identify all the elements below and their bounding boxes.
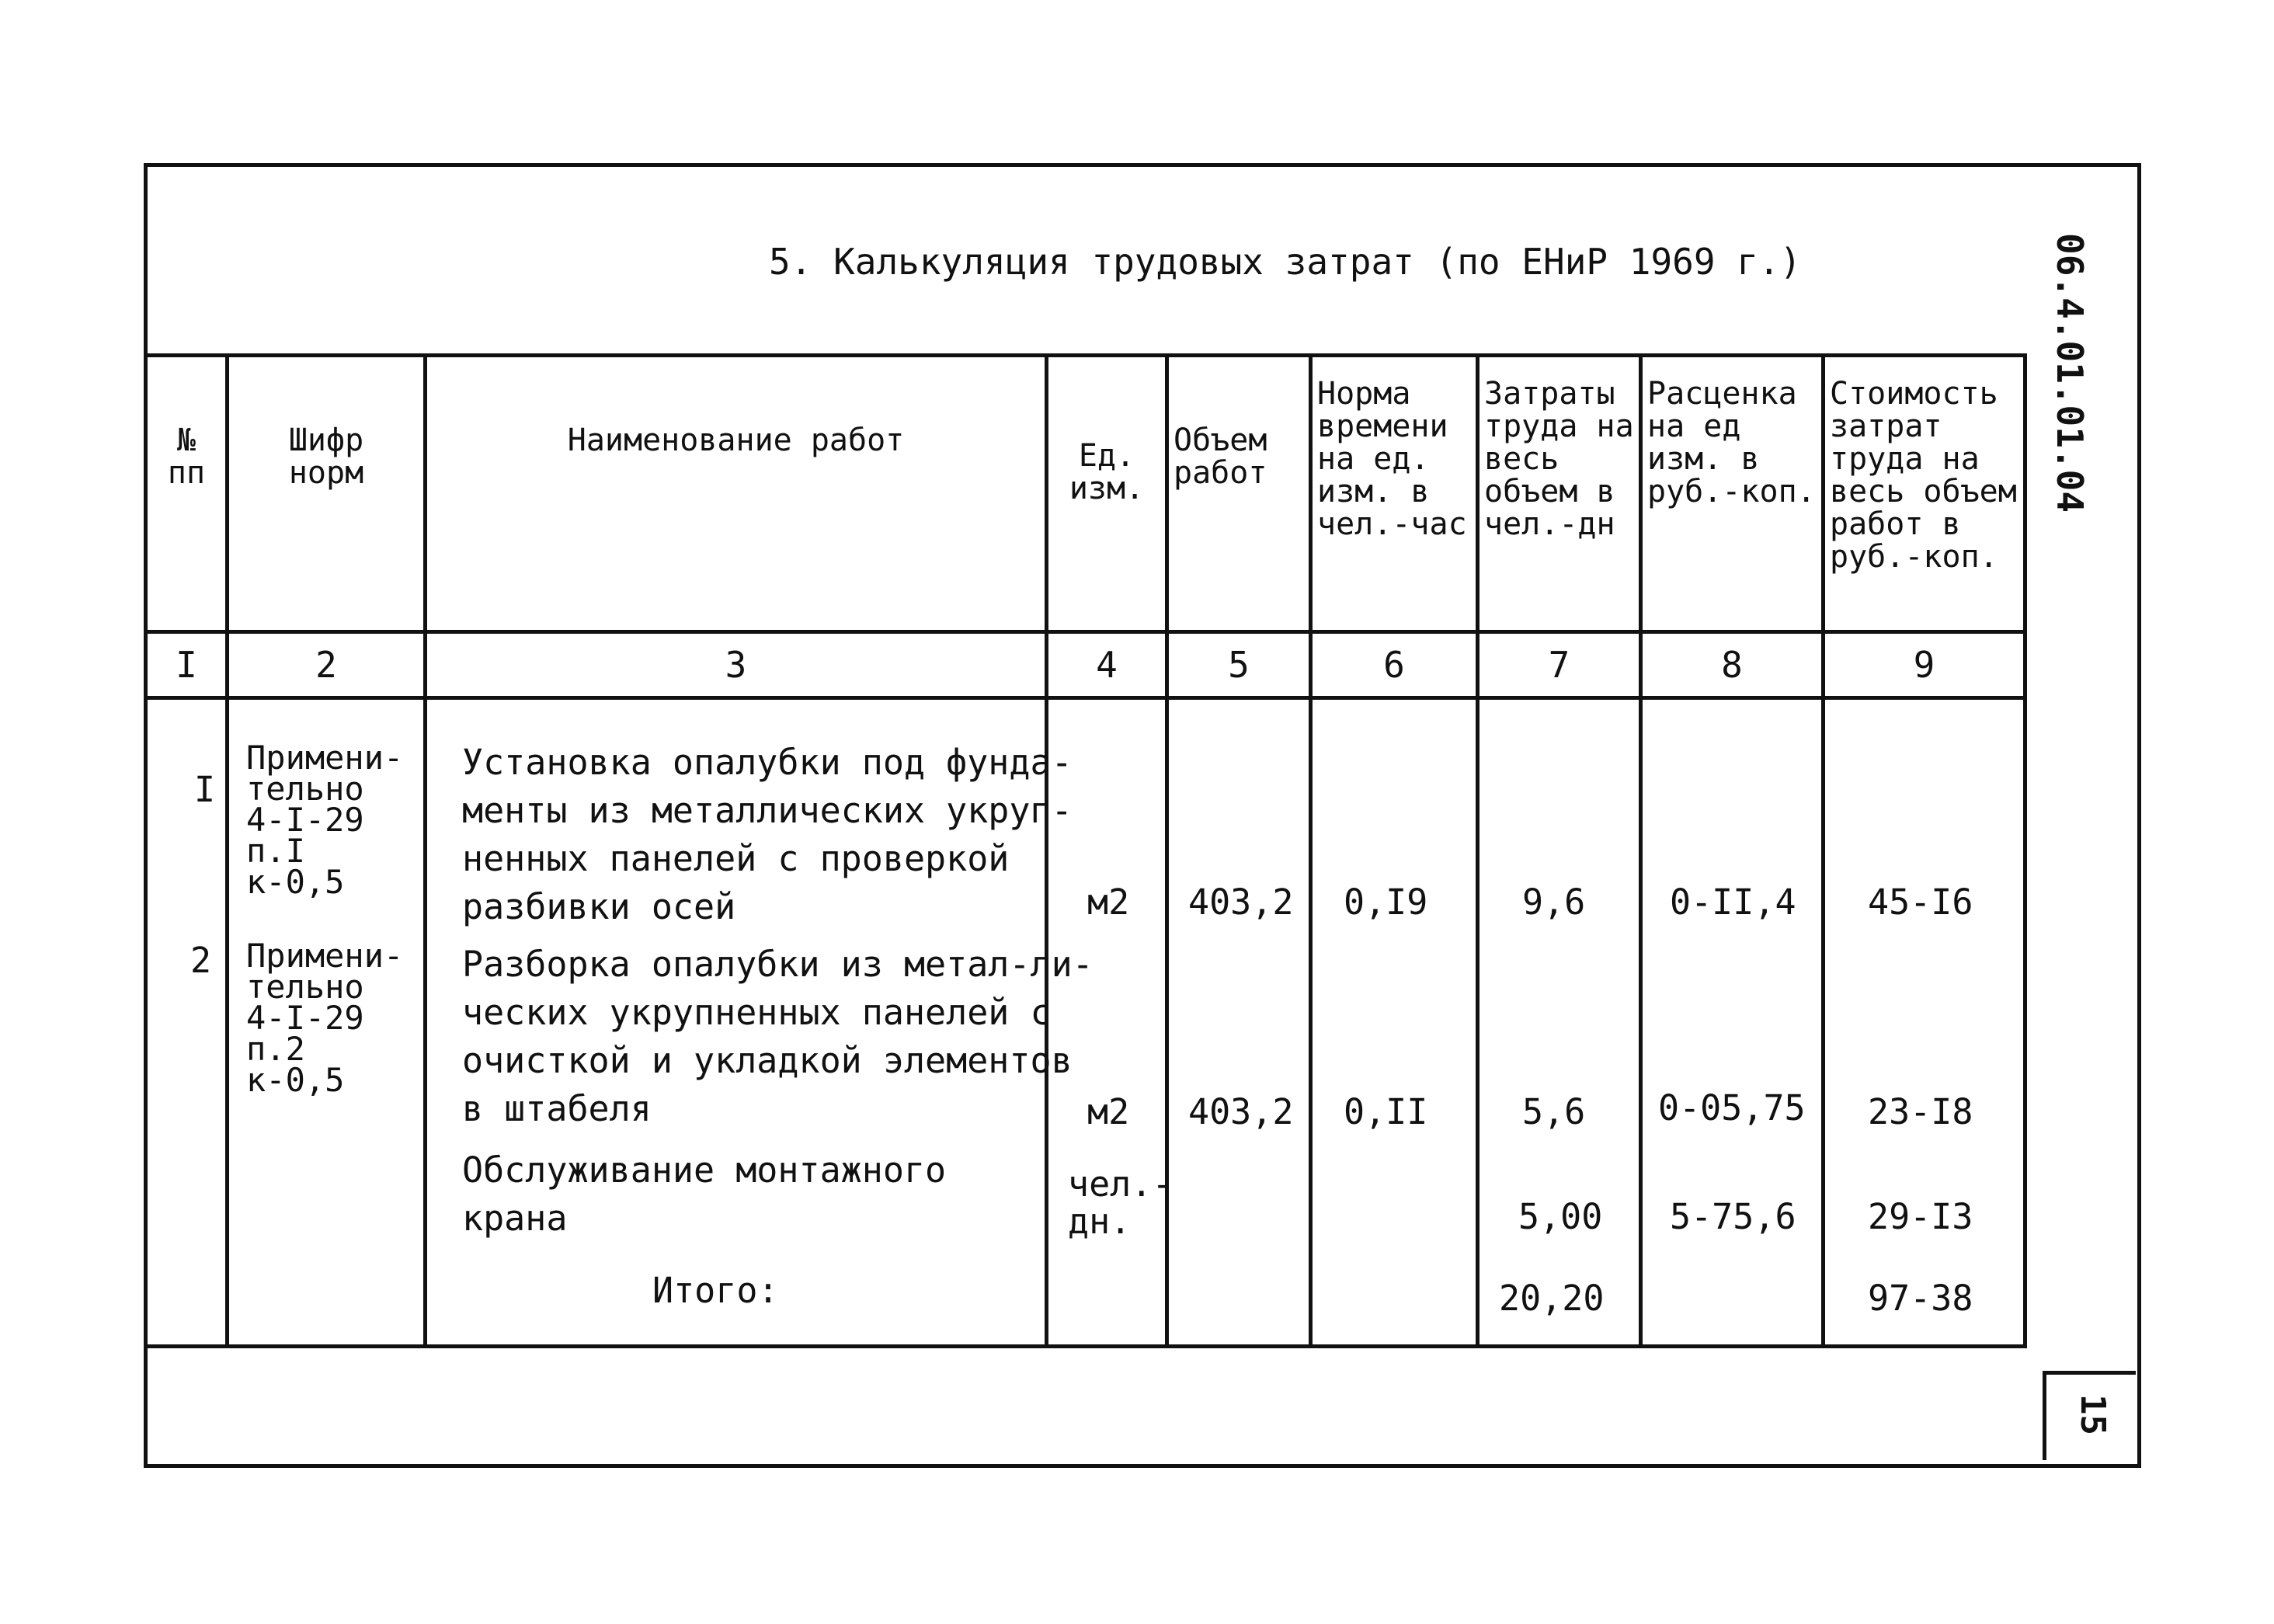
header-name: Наименование работ <box>426 356 1047 632</box>
body-col-norm <box>1311 698 1478 1347</box>
header-norm: Норма времени на ед. изм. в чел.-час <box>1311 356 1478 632</box>
body-col-name <box>426 698 1094 1347</box>
header-num: № пп <box>146 356 228 632</box>
table-title: 5. Калькуляция трудовых затрат (по ЕНиР 1969 г.) <box>769 241 1802 283</box>
body-row <box>146 698 2025 1347</box>
header-volume: Объем работ <box>1167 356 1311 632</box>
row3-cost: 29-I3 <box>1868 1196 1973 1237</box>
body-col-rate <box>1641 698 1824 1347</box>
row1-rate: 0-II,4 <box>1670 882 1796 923</box>
row1-code: Примени- тельно 4-I-29 п.I к-0,5 <box>246 739 404 901</box>
row1-unit: м2 <box>1087 882 1130 923</box>
row2-unit: м2 <box>1087 1091 1130 1132</box>
page-number: 15 <box>2073 1394 2112 1435</box>
row2-name: Разборка опалубки из метал-ли- ческих укрупненных панелей с очисткой и укладкой элементов в штабеля <box>462 944 1094 1129</box>
row1-cost: 45-I6 <box>1868 882 1973 923</box>
row3-unit: чел.- дн. <box>1068 1163 1174 1242</box>
colnum-5: 5 <box>1167 632 1311 698</box>
row2-norm: 0,II <box>1344 1091 1428 1132</box>
row2-num: 2 <box>190 940 212 981</box>
row2-volume: 403,2 <box>1188 1091 1294 1132</box>
colnum-9: 9 <box>1824 632 2025 698</box>
colnum-7: 7 <box>1478 632 1641 698</box>
header-labor: Затраты труда на весь объем в чел.-дн <box>1478 356 1641 632</box>
body-col-labor <box>1478 698 1641 1347</box>
header-unit: Ед. изм. <box>1047 356 1167 632</box>
row2-cost: 23-I8 <box>1868 1091 1973 1132</box>
column-number-row <box>146 632 2025 698</box>
labor-cost-table <box>144 353 2027 1348</box>
row1-num: I <box>194 769 216 810</box>
colnum-3: 3 <box>426 632 1047 698</box>
row2-rate: 0-05,75 <box>1658 1087 1806 1128</box>
header-cost: Стоимость затрат труда на весь объем работ в руб.-коп. <box>1824 356 2025 632</box>
document-code: 06.4.01.01.04 <box>2049 233 2091 513</box>
colnum-1: I <box>146 632 228 698</box>
total-label: Итого: <box>652 1270 779 1311</box>
header-row <box>146 356 2025 632</box>
row3-rate: 5-75,6 <box>1670 1196 1796 1237</box>
total-cost: 97-38 <box>1868 1278 1973 1319</box>
colnum-6: 6 <box>1311 632 1478 698</box>
colnum-8: 8 <box>1641 632 1824 698</box>
body-col-volume <box>1167 698 1311 1347</box>
total-labor: 20,20 <box>1499 1278 1605 1319</box>
row1-name: Установка опалубки под фунда- менты из металлических укруп- ненных панелей с проверкой разбивки осей <box>462 742 1073 927</box>
row2-code: Примени- тельно 4-I-29 п.2 к-0,5 <box>246 937 404 1099</box>
colnum-4: 4 <box>1047 632 1167 698</box>
body-col-num <box>146 698 228 1347</box>
body-col-unit <box>1047 698 1174 1347</box>
body-col-code <box>228 698 426 1347</box>
row1-norm: 0,I9 <box>1344 882 1428 923</box>
row3-labor: 5,00 <box>1518 1196 1603 1237</box>
body-col-cost <box>1824 698 2025 1347</box>
colnum-2: 2 <box>228 632 426 698</box>
row3-name: Обслуживание монтажного крана <box>462 1149 947 1239</box>
row1-volume: 403,2 <box>1188 882 1294 923</box>
row1-labor: 9,6 <box>1522 882 1586 923</box>
row2-labor: 5,6 <box>1522 1091 1586 1132</box>
header-code: Шифр норм <box>228 356 426 632</box>
header-rate: Расценка на ед изм. в руб.-коп. <box>1641 356 1824 632</box>
